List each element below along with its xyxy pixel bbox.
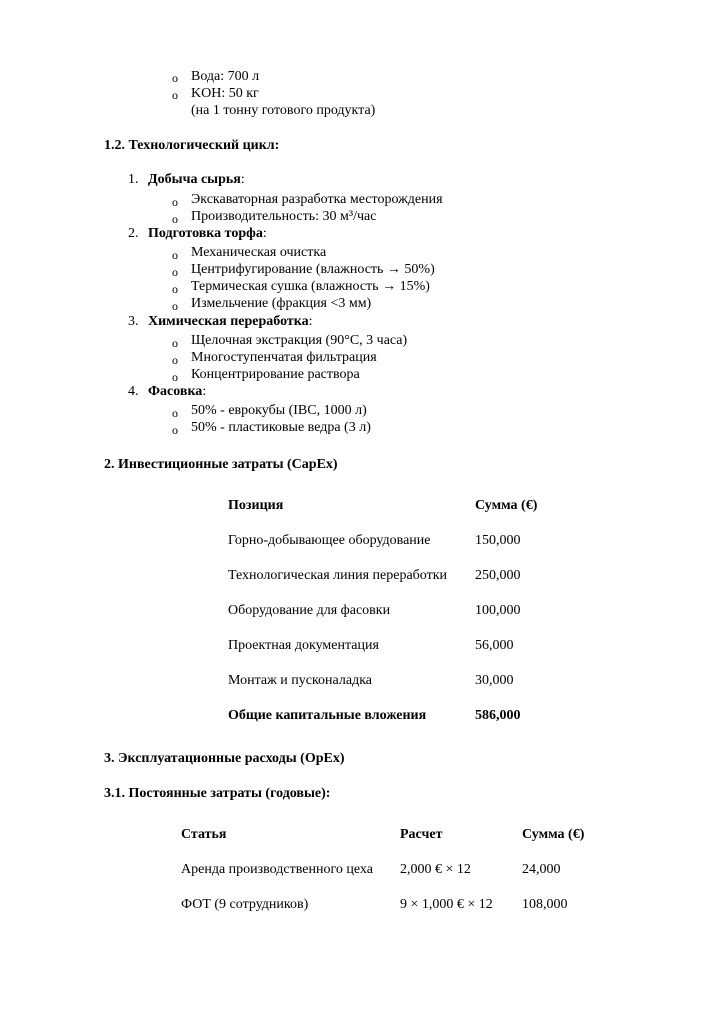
step-title: Добыча сырья (148, 172, 241, 187)
step-title: Фасовка (148, 384, 203, 399)
table-cell: Аренда производственного цеха (181, 862, 373, 877)
bullet-icon: o (172, 370, 178, 384)
table-total-value: 586,000 (475, 708, 521, 723)
table-cell: Монтаж и пусконаладка (228, 673, 373, 688)
table-cell: 56,000 (475, 638, 514, 653)
bullet-icon: o (172, 195, 178, 209)
list-item: KOH: 50 кг (191, 86, 259, 101)
table-cell: 150,000 (475, 533, 521, 548)
table-cell: 2,000 € × 12 (400, 862, 471, 877)
table-cell: Проектная документация (228, 638, 379, 653)
step-number: 1. (128, 172, 139, 187)
list-item: Концентрирование раствора (191, 367, 360, 382)
list-item: Многоступенчатая фильтрация (191, 350, 377, 365)
bullet-icon: o (172, 248, 178, 262)
step-colon: : (202, 384, 207, 399)
step-title-line (148, 172, 245, 188)
list-item: Производительность: 30 м³/час (191, 209, 377, 224)
table-cell: Оборудование для фасовки (228, 603, 391, 618)
table-cell: 108,000 (522, 897, 568, 912)
section-heading: 1.2. Технологический цикл: (104, 138, 280, 153)
step-title: Подготовка торфа (148, 226, 263, 241)
bullet-icon: o (172, 336, 178, 350)
step-colon: : (308, 314, 313, 329)
bullet-icon: o (172, 71, 178, 85)
bullet-icon: o (172, 282, 178, 296)
list-item: Щелочная экстракция (90°C, 3 часа) (191, 333, 408, 348)
bullet-icon: o (172, 353, 178, 367)
table-header-cell: Расчет (400, 827, 443, 842)
bullet-icon: o (172, 212, 178, 226)
list-item: Механическая очистка (191, 245, 327, 260)
table-total-label: Общие капитальные вложения (228, 708, 427, 723)
table-header-cell: Статья (181, 827, 227, 842)
table-header-cell: Сумма (€) (475, 498, 538, 513)
subsection-heading: 3.1. Постоянные затраты (годовые): (104, 786, 331, 801)
bullet-icon: o (172, 423, 178, 437)
list-item: Экскаваторная разработка месторождения (191, 192, 443, 207)
step-title: Химическая переработка (148, 314, 309, 329)
table-cell: 30,000 (475, 673, 514, 688)
step-colon: : (262, 226, 267, 241)
step-title-line (148, 226, 267, 242)
list-item: Измельчение (фракция <3 мм) (191, 296, 372, 311)
step-number: 3. (128, 314, 139, 329)
table-header-cell: Позиция (228, 498, 284, 513)
list-item: Термическая сушка (влажность → 15%) (191, 279, 430, 294)
list-item: 50% - еврокубы (IBC, 1000 л) (191, 403, 367, 418)
bullet-icon: o (172, 88, 178, 102)
table-cell: 250,000 (475, 568, 521, 583)
bullet-icon: o (172, 265, 178, 279)
table-cell: Технологическая линия переработки (228, 568, 448, 583)
bullet-icon: o (172, 406, 178, 420)
step-number: 2. (128, 226, 139, 241)
table-cell: 100,000 (475, 603, 521, 618)
table-header-cell: Сумма (€) (522, 827, 585, 842)
list-item: Вода: 700 л (191, 69, 260, 84)
table-cell: Горно-добывающее оборудование (228, 533, 431, 548)
step-number: 4. (128, 384, 139, 399)
table-cell: ФОТ (9 сотрудников) (181, 897, 309, 912)
step-colon: : (240, 172, 245, 187)
table-cell: 24,000 (522, 862, 561, 877)
bullet-icon: o (172, 299, 178, 313)
list-note: (на 1 тонну готового продукта) (191, 103, 376, 118)
step-title-line (148, 314, 313, 330)
list-item: Центрифугирование (влажность → 50%) (191, 262, 435, 277)
section-heading: 2. Инвестиционные затраты (CapEx) (104, 457, 338, 472)
step-title-line (148, 384, 206, 400)
section-heading: 3. Эксплуатационные расходы (OpEx) (104, 751, 345, 766)
table-cell: 9 × 1,000 € × 12 (400, 897, 493, 912)
list-item: 50% - пластиковые ведра (3 л) (191, 420, 371, 435)
